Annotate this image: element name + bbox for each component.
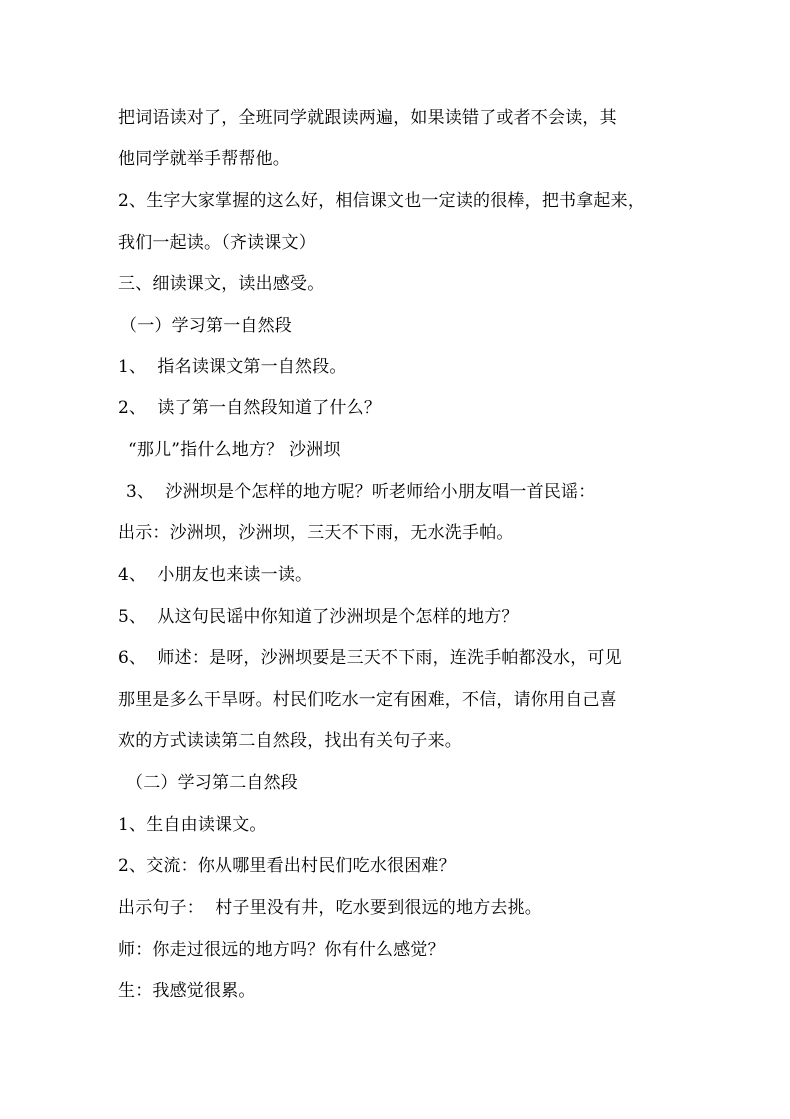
text-line: 生：我感觉很累。 <box>118 981 256 1001</box>
section-heading: （二）学习第二自然段 <box>126 773 298 793</box>
text-line: 那里是多么干旱呀。村民们吃水一定有困难，不信，请你用自己喜 <box>118 690 617 710</box>
section-heading: （一）学习第一自然段 <box>120 316 292 336</box>
text-line: 他同学就举手帮帮他。 <box>118 149 290 169</box>
text-line: 我们一起读。（齐读课文） <box>118 233 316 253</box>
text-line: 2、生字大家掌握的这么好，相信课文也一定读的很棒，把书拿起来， <box>118 191 646 211</box>
text-line: 6、 师述：是呀，沙洲坝要是三天不下雨，连洗手帕都没水，可见 <box>118 648 622 668</box>
text-line: 把词语读对了，全班同学就跟读两遍，如果读错了或者不会读，其 <box>118 108 617 128</box>
text-line: 4、 小朋友也来读一读。 <box>118 565 313 585</box>
text-line: 师：你走过很远的地方吗？你有什么感觉？ <box>118 940 445 960</box>
text-line: 3、 沙洲坝是个怎样的地方呢？听老师给小朋友唱一首民谣： <box>126 482 596 502</box>
text-line: 出示：沙洲坝，沙洲坝，三天不下雨，无水洗手帕。 <box>118 523 514 543</box>
text-line: 欢的方式读读第二自然段，找出有关句子来。 <box>118 731 462 751</box>
text-line: 出示句子： 村子里没有井，吃水要到很远的地方去挑。 <box>118 898 543 918</box>
text-line: 三、细读课文，读出感受。 <box>118 274 325 294</box>
text-line: 1、生自由读课文。 <box>118 815 267 835</box>
text-line: “那儿”指什么地方？ 沙洲坝 <box>128 440 341 460</box>
text-line: 2、交流：你从哪里看出村民们吃水很困难？ <box>118 856 456 876</box>
text-line: 1、 指名读课文第一自然段。 <box>118 357 347 377</box>
text-line: 5、 从这句民谣中你知道了沙洲坝是个怎样的地方？ <box>118 607 519 627</box>
text-line: 2、 读了第一自然段知道了什么？ <box>118 398 382 418</box>
